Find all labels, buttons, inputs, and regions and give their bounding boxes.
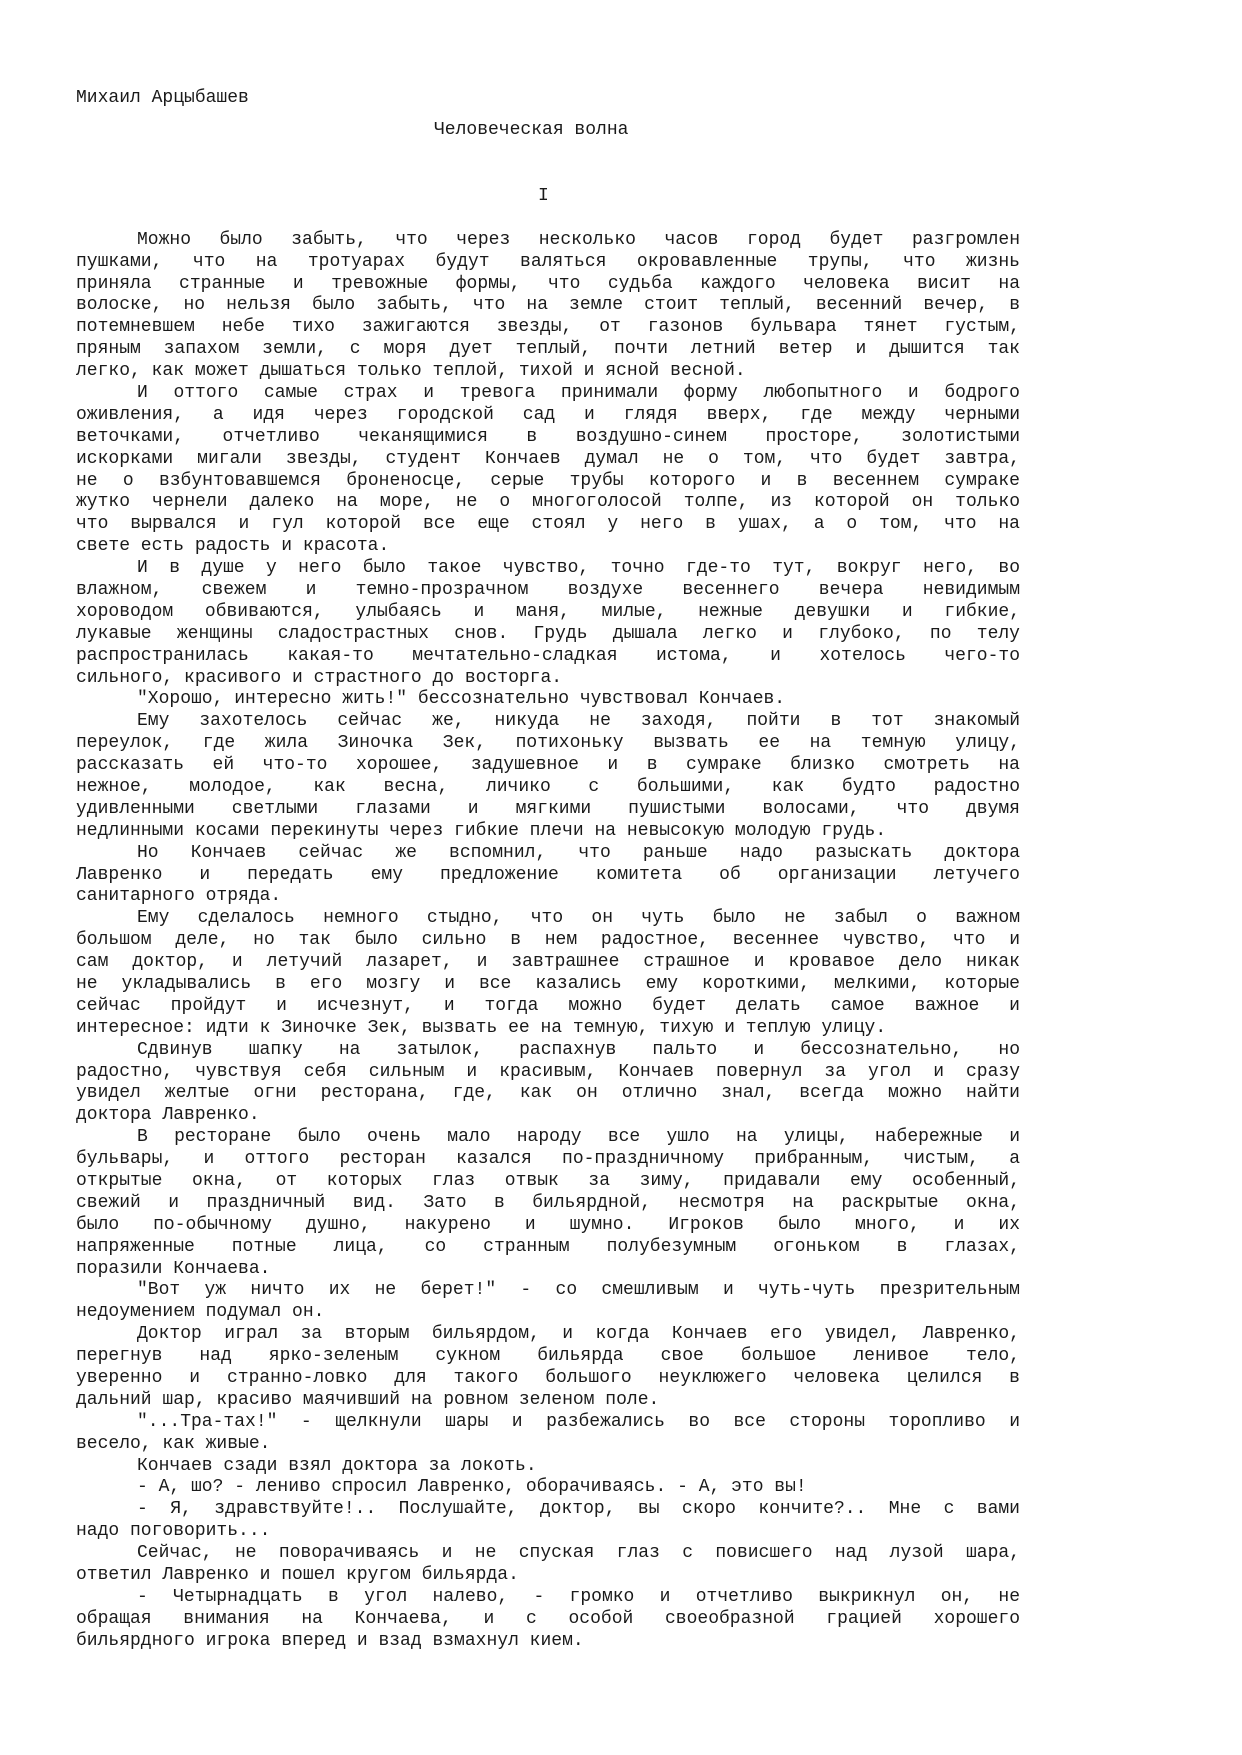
text-line: сам доктор, и летучий лазарет, и завтрашнее страшное и кровавое дело никак xyxy=(76,952,1020,973)
text-line: радостно, чувствуя себя сильным и красивым, Кончаев повернул за угол и сразу xyxy=(76,1061,1020,1082)
text-line: доктора Лавренко. xyxy=(76,1105,260,1126)
text-line: В ресторане было очень мало народу все ушло на улицы, набережные и xyxy=(137,1127,1020,1148)
text-line: удивленными светлыми глазами и мягкими пушистыми волосами, что двумя xyxy=(76,798,1020,819)
text-line: было по-обычному душно, накурено и шумно. Игроков было много, и их xyxy=(76,1214,1020,1235)
text-line: бульвары, и оттого ресторан казался по-праздничному прибранным, чистым, а xyxy=(76,1149,1020,1170)
text-line: Доктор играл за вторым бильярдом, и когда Кончаев его увидел, Лавренко, xyxy=(137,1324,1020,1345)
text-line: "...Тра-тах!" - щелкнули шары и разбежались во все стороны торопливо и xyxy=(137,1411,1020,1432)
text-line: бильярдного игрока вперед и взад взмахнул кием. xyxy=(76,1630,584,1651)
text-line: что вырвался и гул которой все еще стоял у него в ушах, а о том, что на xyxy=(76,514,1020,535)
text-line: Ему захотелось сейчас же, никуда не заходя, пойти в тот знакомый xyxy=(137,711,1020,732)
text-line: рассказать ей что-то хорошее, задушевное и в сумраке близко смотреть на xyxy=(76,755,1020,776)
text-line: обращая внимания на Кончаева, и с особой своеобразной грацией хорошего xyxy=(76,1608,1020,1629)
text-line: Можно было забыть, что через несколько часов город будет разгромлен xyxy=(137,229,1020,250)
text-line: интересное: идти к Зиночке Зек, вызвать ее на темную, тихую и теплую улицу. xyxy=(76,1017,887,1038)
author-name: Михаил Арцыбашев xyxy=(76,88,249,108)
chapter-heading: I xyxy=(538,185,549,206)
text-line: И в душе у него было такое чувство, точно где-то тут, вокруг него, во xyxy=(137,558,1020,579)
text-line: переулок, где жила Зиночка Зек, потихоньку вызвать ее на темную улицу, xyxy=(76,733,1020,754)
text-line: дальний шар, красиво маячивший на ровном зеленом поле. xyxy=(76,1389,660,1410)
text-line: искорками мигали звезды, студент Кончаев думал не о том, что будет завтра, xyxy=(76,448,1020,469)
text-line: открытые окна, от которых глаз отвык за зиму, придавали ему особенный, xyxy=(76,1171,1020,1192)
text-line: уверенно и странно-ловко для такого большого неуклюжего человека целился в xyxy=(76,1368,1020,1389)
text-line: Но Кончаев сейчас же вспомнил, что раньше надо разыскать доктора xyxy=(137,842,1020,863)
text-line: И оттого самые страх и тревога принимали форму любопытного и бодрого xyxy=(137,382,1020,403)
text-line: напряженные потные лица, со странным полубезумным огоньком в глазах, xyxy=(76,1236,1020,1257)
text-line: приняла странные и тревожные формы, что судьба каждого человека висит на xyxy=(76,273,1020,294)
text-line: не укладывались в его мозгу и все казались ему короткими, мелкими, которые xyxy=(76,974,1020,994)
text-line: пряным запахом земли, с моря дует теплый, почти летний ветер и дышится так xyxy=(76,339,1020,360)
document-title: Человеческая волна xyxy=(434,119,629,140)
text-line: Кончаев сзади взял доктора за локоть. xyxy=(137,1455,537,1476)
text-line: сейчас пройдут и исчезнут, и тогда можно будет делать самое важное и xyxy=(76,995,1020,1016)
text-line: надо поговорить... xyxy=(76,1521,271,1542)
text-line: лукавые женщины сладострастных снов. Грудь дышала легко и глубоко, по телу xyxy=(76,623,1020,644)
text-line: - А, шо? - лениво спросил Лавренко, оборачиваясь. - А, это вы! xyxy=(137,1477,807,1498)
body-text xyxy=(76,230,1076,1653)
text-line: легко, как может дышаться только теплой, тихой и ясной весной. xyxy=(76,361,746,382)
text-line: Сдвинув шапку на затылок, распахнув пальто и бессознательно, но xyxy=(137,1039,1020,1060)
text-line: нежное, молодое, как весна, личико с большими, как будто радостно xyxy=(76,776,1020,797)
text-line: жутко чернели далеко на море, не о многоголосой толпе, из которой он только xyxy=(76,492,1020,513)
text-line: санитарного отряда. xyxy=(76,886,282,907)
text-line: поразили Кончаева. xyxy=(76,1258,271,1279)
text-line: хороводом обвиваются, улыбаясь и маня, милые, нежные девушки и гибкие, xyxy=(76,601,1020,622)
text-line: - Четырнадцать в угол налево, - громко и отчетливо выкрикнул он, не xyxy=(137,1586,1020,1607)
text-line: Лавренко и передать ему предложение комитета об организации летучего xyxy=(76,864,1020,885)
text-line: "Вот уж ничто их не берет!" - со смешливым и чуть-чуть презрительным xyxy=(137,1280,1020,1301)
text-line: большом деле, но так было сильно в нем радостное, весеннее чувство, что и xyxy=(76,930,1020,951)
text-line: не о взбунтовавшемся броненосце, серые трубы которого и в весеннем сумраке xyxy=(76,470,1020,491)
text-line: увидел желтые огни ресторана, где, как он отлично знал, всегда можно найти xyxy=(76,1083,1020,1104)
text-line: весело, как живые. xyxy=(76,1433,271,1454)
text-line: распространилась какая-то мечтательно-сладкая истома, и хотелось чего-то xyxy=(76,645,1020,666)
text-line: влажном, свежем и темно-прозрачном воздухе весеннего вечера невидимым xyxy=(76,579,1020,600)
text-line: волоске, но нельзя было забыть, что на земле стоит теплый, весенний вечер, в xyxy=(76,295,1020,316)
text-line: "Хорошо, интересно жить!" бессознательно чувствовал Кончаев. xyxy=(137,689,786,710)
text-line: потемневшем небе тихо зажигаются звезды, от газонов бульвара тянет густым, xyxy=(76,317,1020,338)
text-line: перегнув над ярко-зеленым сукном бильярда свое большое ленивое тело, xyxy=(76,1346,1020,1367)
text-line: пушками, что на тротуарах будут валяться окровавленные трупы, что жизнь xyxy=(76,251,1020,272)
text-line: недлинными косами перекинуты через гибкие плечи на невысокую молодую грудь. xyxy=(76,820,887,841)
text-line: недоумением подумал он. xyxy=(76,1302,325,1323)
text-line: Ему сделалось немного стыдно, что он чуть было не забыл о важном xyxy=(137,908,1020,929)
text-line: ответил Лавренко и пошел кругом бильярда. xyxy=(76,1565,519,1586)
text-line: оживления, а идя через городской сад и глядя вверх, где между черными xyxy=(76,404,1020,425)
text-line: - Я, здравствуйте!.. Послушайте, доктор, вы скоро кончите?.. Мне с вами xyxy=(137,1499,1020,1520)
text-line: веточками, отчетливо чеканящимися в воздушно-синем просторе, золотистыми xyxy=(76,426,1020,447)
text-line: свете есть радость и красота. xyxy=(76,536,390,557)
document-page xyxy=(76,88,1076,1653)
text-line: Сейчас, не поворачиваясь и не спуская глаз с повисшего над лузой шара, xyxy=(137,1543,1020,1564)
text-line: свежий и праздничный вид. Зато в бильярдной, несмотря на раскрытые окна, xyxy=(76,1192,1020,1213)
text-line: сильного, красивого и страстного до восторга. xyxy=(76,667,563,688)
